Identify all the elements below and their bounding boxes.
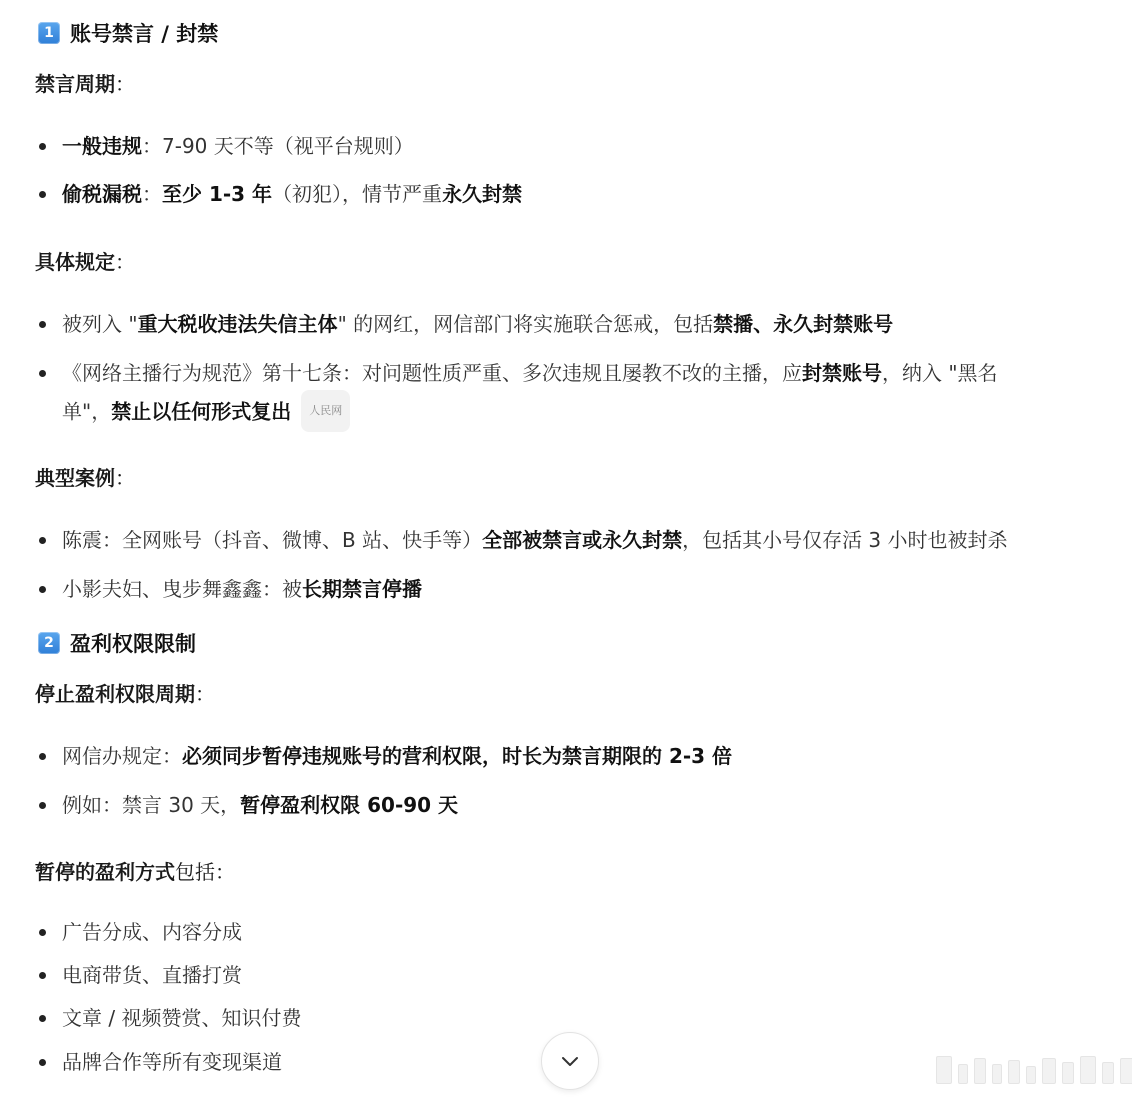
monetization-period-label: 停止盈利权限周期： bbox=[35, 682, 215, 706]
watermark-logo bbox=[936, 1056, 1132, 1084]
list-item: 品牌合作等所有变现渠道 bbox=[62, 1050, 282, 1074]
list-item: 一般违规：7-90 天不等（视平台规则） bbox=[62, 134, 414, 158]
list-item-continuation: 单"，禁止以任何形式复出 人民网 bbox=[62, 392, 350, 434]
bullet bbox=[39, 1015, 46, 1022]
bullet bbox=[39, 321, 46, 328]
number-badge-1: 1 bbox=[38, 22, 60, 44]
list-item: 小影夫妇、曳步舞鑫鑫：被长期禁言停播 bbox=[62, 577, 422, 601]
list-item: 《网络主播行为规范》第十七条：对问题性质严重、多次违规且屡教不改的主播，应封禁账号，纳入 "黑名 bbox=[62, 361, 998, 385]
source-citation-badge[interactable]: 人民网 bbox=[301, 390, 350, 432]
section-2-title: 盈利权限限制 bbox=[70, 632, 196, 656]
rules-label: 具体规定： bbox=[35, 250, 135, 274]
bullet bbox=[39, 370, 46, 377]
chevron-down-icon bbox=[559, 1050, 581, 1072]
section-1-heading bbox=[38, 18, 218, 48]
list-item: 被列入 "重大税收违法失信主体" 的网红，网信部门将实施联合惩戒，包括禁播、永久封禁账号 bbox=[62, 312, 894, 336]
ban-period-label: 禁言周期： bbox=[35, 72, 135, 96]
bullet bbox=[39, 753, 46, 760]
list-item: 广告分成、内容分成 bbox=[62, 920, 242, 944]
scroll-down-button[interactable] bbox=[541, 1032, 599, 1090]
bullet bbox=[39, 972, 46, 979]
list-item: 偷税漏税：至少 1-3 年（初犯），情节严重永久封禁 bbox=[62, 182, 523, 206]
section-1-title: 账号禁言 / 封禁 bbox=[70, 22, 219, 46]
list-item: 陈震：全网账号（抖音、微博、B 站、快手等）全部被禁言或永久封禁，包括其小号仅存活 3 小时也被封杀 bbox=[62, 528, 1008, 552]
bullet bbox=[39, 143, 46, 150]
list-item: 文章 / 视频赞赏、知识付费 bbox=[62, 1006, 302, 1030]
section-2-heading bbox=[38, 628, 196, 658]
bullet bbox=[39, 191, 46, 198]
bullet bbox=[39, 929, 46, 936]
bullet bbox=[39, 1059, 46, 1066]
bullet bbox=[39, 802, 46, 809]
list-item: 网信办规定：必须同步暂停违规账号的营利权限，时长为禁言期限的 2-3 倍 bbox=[62, 744, 733, 768]
list-item: 电商带货、直播打赏 bbox=[62, 963, 242, 987]
bullet bbox=[39, 537, 46, 544]
list-item: 例如：禁言 30 天，暂停盈利权限 60-90 天 bbox=[62, 793, 459, 817]
number-badge-2: 2 bbox=[38, 632, 60, 654]
cases-label: 典型案例： bbox=[35, 466, 135, 490]
monetization-methods-label: 暂停的盈利方式包括： bbox=[35, 860, 235, 884]
bullet bbox=[39, 586, 46, 593]
